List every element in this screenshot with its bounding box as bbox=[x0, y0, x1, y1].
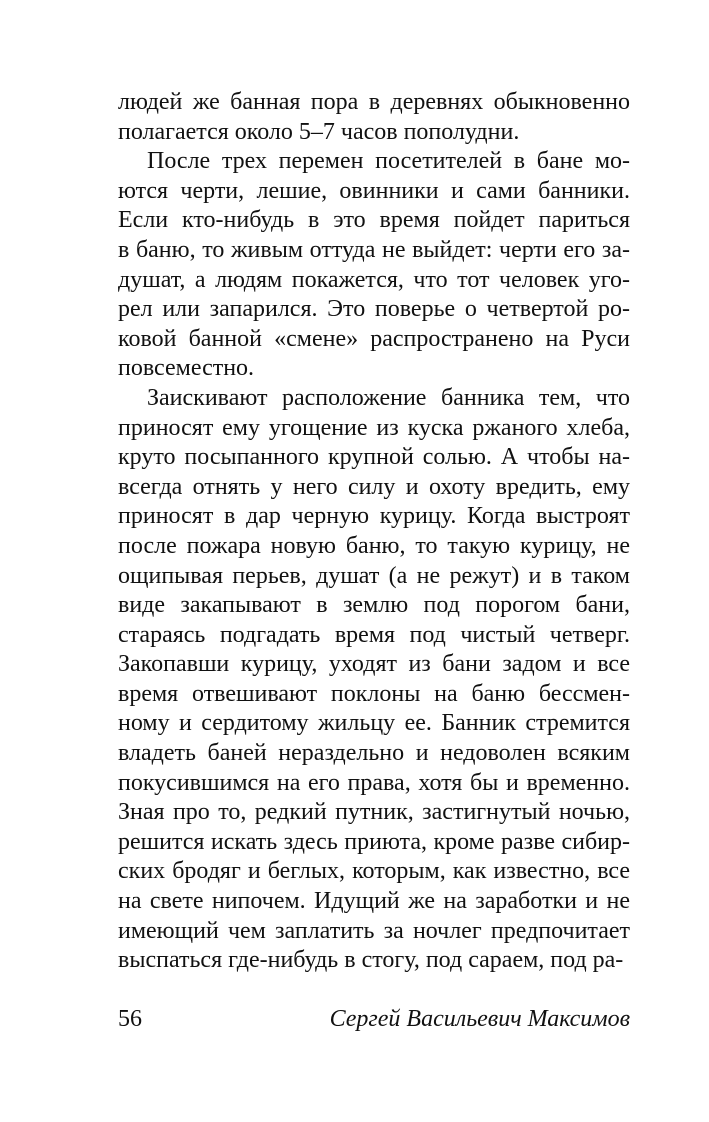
running-head-author: Сергей Васильевич Максимов bbox=[329, 1006, 630, 1032]
text-line: время отвешивают поклоны на баню бессмен- bbox=[118, 680, 630, 707]
text-line: выспаться где-нибудь в стогу, под сараем, под ра- bbox=[118, 947, 624, 974]
text-line: рел или запарился. Это поверье о четвертой ро- bbox=[118, 296, 630, 323]
text-line: в баню, то живым оттуда не выйдет: черти его за- bbox=[118, 236, 630, 263]
text-line: ются черти, лешие, овинники и сами банники. bbox=[118, 177, 630, 204]
paragraph bbox=[118, 88, 630, 147]
text-line: приносят в дар черную курицу. Когда выстроят bbox=[118, 503, 630, 530]
text-line: на свете нипочем. Идущий же на заработки и не bbox=[118, 888, 630, 915]
text-line: Закопавши курицу, уходят из бани задом и все bbox=[118, 651, 630, 678]
text-line: после пожара новую баню, то такую курицу, не bbox=[118, 532, 630, 559]
text-line: имеющий чем заплатить за ночлег предпочитает bbox=[118, 917, 630, 944]
page-footer bbox=[118, 1006, 630, 1036]
text-line: Заискивают расположение банника тем, что bbox=[147, 384, 630, 411]
text-line: полагается около 5–7 часов пополудни. bbox=[118, 118, 520, 145]
paragraph bbox=[118, 147, 630, 384]
text-line: После трех перемен посетителей в бане мо- bbox=[147, 148, 630, 175]
text-line: ному и сердитому жильцу ее. Банник стремится bbox=[118, 710, 630, 737]
page-number: 56 bbox=[118, 1006, 142, 1032]
text-line: круто посыпанного крупной солью. А чтобы на- bbox=[118, 444, 630, 471]
text-line: решится искать здесь приюта, кроме разве сибир- bbox=[118, 828, 630, 855]
text-line: покусившимся на его права, хотя бы и временно. bbox=[118, 769, 630, 796]
paragraph bbox=[118, 384, 630, 976]
text-line: душат, а людям покажется, что тот человек уго- bbox=[118, 266, 630, 293]
text-line: ских бродяг и беглых, которым, как известно, все bbox=[118, 858, 630, 885]
text-line: ковой банной «смене» распространено на Руси bbox=[118, 325, 630, 352]
text-line: стараясь подгадать время под чистый четверг. bbox=[118, 621, 630, 648]
text-line: всегда отнять у него силу и охоту вредить, ему bbox=[118, 473, 630, 500]
text-line: Если кто-нибудь в это время пойдет париться bbox=[118, 207, 630, 234]
body-text bbox=[118, 88, 630, 976]
text-line: людей же банная пора в деревнях обыкновенно bbox=[118, 89, 630, 115]
text-line: виде закапывают в землю под порогом бани, bbox=[118, 592, 630, 619]
text-line: владеть баней нераздельно и недоволен всяким bbox=[118, 740, 630, 767]
text-line: Зная про то, редкий путник, застигнутый ночью, bbox=[118, 799, 630, 826]
text-line: приносят ему угощение из куска ржаного хлеба, bbox=[118, 414, 630, 441]
text-line: повсеместно. bbox=[118, 355, 255, 382]
text-line: ощипывая перьев, душат (а не режут) и в таком bbox=[118, 562, 630, 589]
